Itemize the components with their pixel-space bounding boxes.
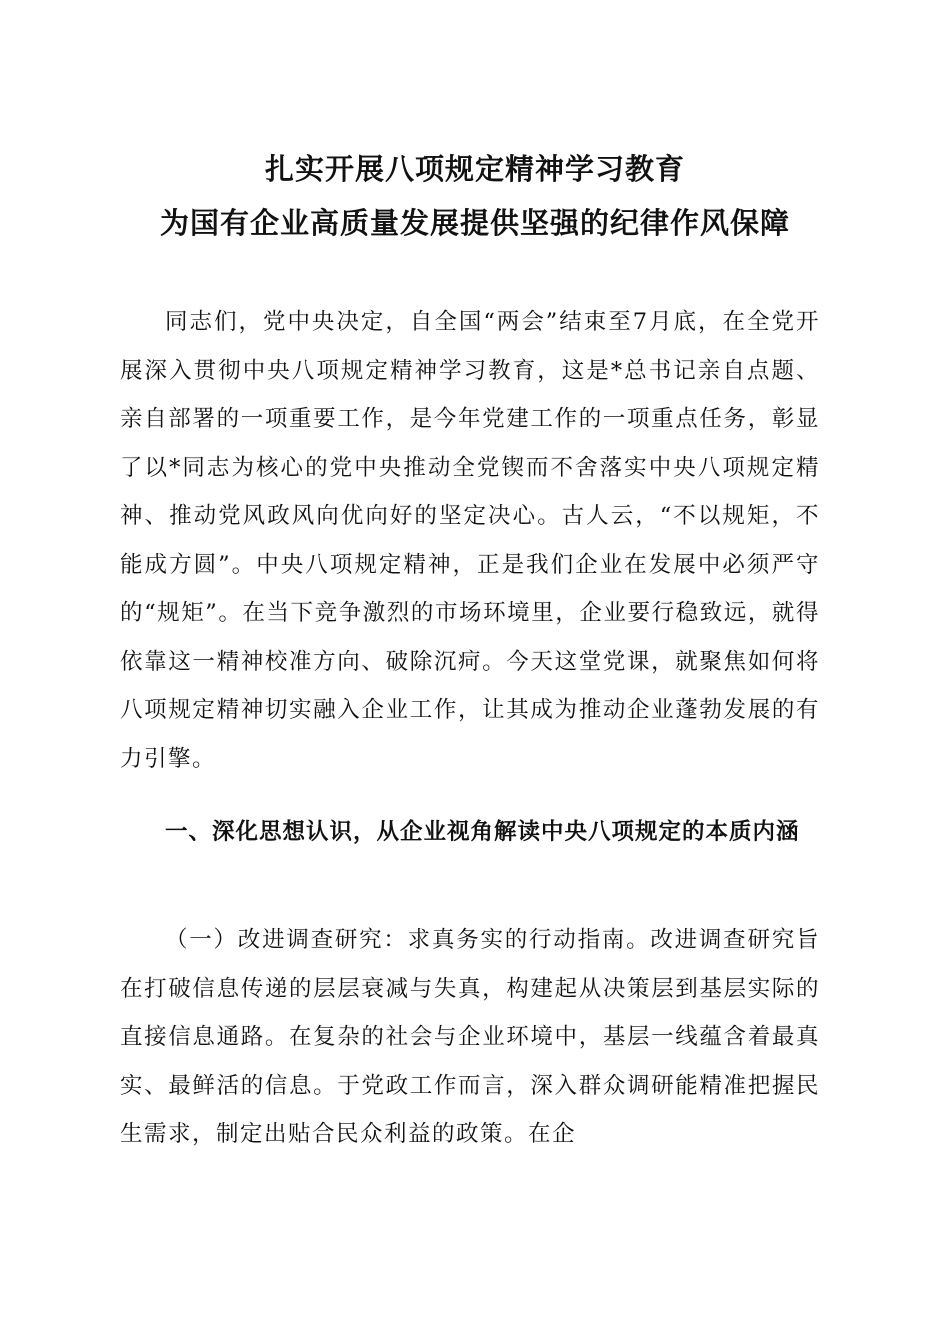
section-heading-1: 一、深化思想认识，从企业视角解读中央八项规定的本质内涵 — [165, 819, 800, 845]
paragraph-subsection-1: （一）改进调查研究：求真务实的行动指南。改进调查研究旨在打破信息传递的层层衰减与失真，构建起从决策层到基层实际的直接信息通路。在复杂的社会与企业环境中，基层一线蕴含着最真实、最鲜活的信息。于党政工作而言，深入群众调研能精准把握民生需求，制定出贴合民众利益的政策。在企 — [120, 927, 820, 1147]
document-title-line-1: 扎实开展八项规定精神学习教育 — [264, 152, 685, 186]
document-title-line-2: 为国有企业高质量发展提供坚强的纪律作风保障 — [159, 206, 790, 240]
paragraph-intro: 同志们，党中央决定，自全国“两会”结束至7月底，在全党开展深入贯彻中央八项规定精神学习教育，这是*总书记亲自点题、亲自部署的一项重要工作，是今年党建工作的一项重点任务，彰显了以*同志为核心的党中央推动全党锲而不舍落实中央八项规定精神、推动党风政风向优向好的坚定决心。古人云，“不以规矩，不能成方圆”。中央八项规定精神，正是我们企业在发展中必须严守的“规矩”。在当下竞争激烈的市场环境里，企业要行稳致远，就得依靠这一精神校准方向、破除沉疴。今天这堂党课，就聚焦如何将八项规定精神切实融入企业工作，让其成为推动企业蓬勃发展的有力引擎。 — [120, 309, 820, 772]
